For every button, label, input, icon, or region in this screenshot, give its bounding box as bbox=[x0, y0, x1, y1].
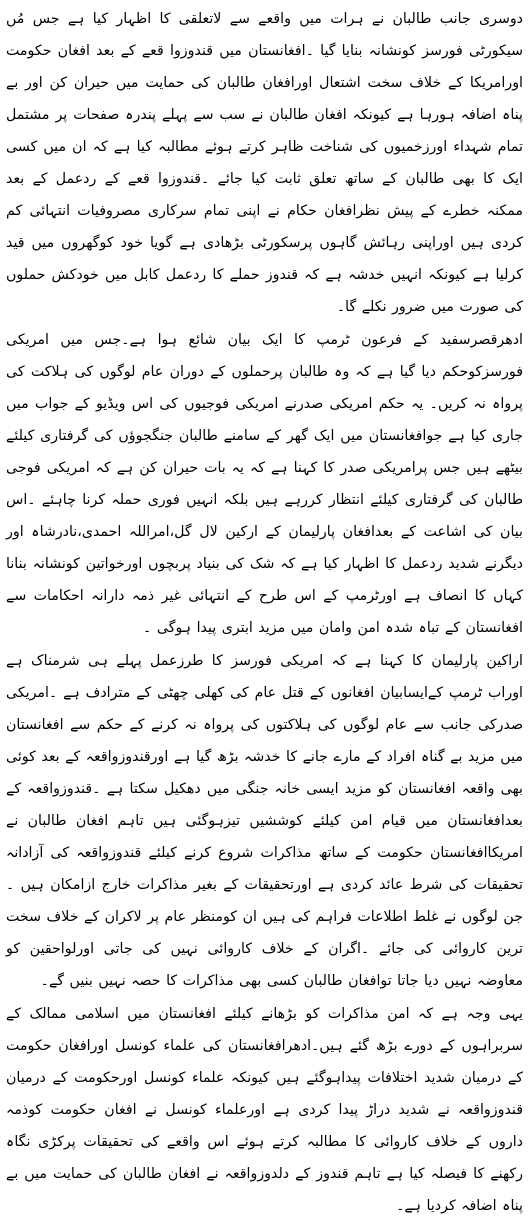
article-paragraph: دوسری جانب طالبان نے ہرات میں واقعے سے لاتعلقی کا اظہار کیا ہے جس مُں سیکورٹی فورسز کونشانہ بنایا گیا ۔افغانستان میں قندوزوا قعے کے بعد افغان حکومت اورامریکا کے خلاف سخت اشتعال اورافغان طالبان کی حمایت میں حیران کن اور بے پناہ اضافہ ہورہا ہے کیونکہ افغان طالبان نے سب سے پہلے پندرہ صفحات پر مشتمل تمام شہداء اورزخمیوں کی شناخت ظاہر کرتے ہوئے مطالبہ کیا ہے کہ ان میں کسی ایک کا بھی طالبان کے ساتھ تعلق ثابت کیا جائے ۔قندوزوا قعے کے ردعمل کے بعد ممکنہ خطرے کے پیش نظرافغان حکام نے اپنی تمام سرکاری مصروفیات انتہائی کم کردی ہیں اوراپنی رہائش گاہوں پرسکورٹی بڑھادی ہے گویا خود کوگھروں میں قید کرلیا ہے کیونکہ انہیں خدشہ ہے کہ قندوز حملے کا ردعمل کابل میں خودکش حملوں کی صورت میں ضرور نکلے گا۔ bbox=[6, 11, 523, 315]
article-paragraph: اراکین پارلیمان کا کہنا ہے کہ امریکی فورسز کا طرزعمل پہلے ہی شرمناک ہے اوراب ٹرمپ کےایسابیان افغانوں کے قتل عام کی کھلی چھٹی کے مترادف ہے ۔امریکی صدرکی جانب سے عام لوگوں کی ہلاکتوں کی پرواہ نہ کرنے کے حکم سے افغانستان میں مزید بے گناہ افراد کے مارے جانے کا خدشہ بڑھ گیا ہے اورقندوزواقعہ کے بعد کوئی بھی واقعہ افغانستان کو مزید ایسی خانہ جنگی میں دھکیل سکتا ہے ۔قندوزواقعہ کے بعدافغانستان میں قیام امن کیلئے کوششیں تیزہوگئی ہیں تاہم افغان طالبان نے امریکاافغانستان حکومت کے ساتھ مذاکرات شروع کرنے کیلئے قندوزواقعہ کی آزادانہ تحقیقات کی شرط عائد کردی ہے اورتحقیقات کے بغیر مذاکرات خارج ازامکان ہیں ۔جن لوگوں نے غلط اطلاعات فراہم کی ہیں ان کومنظر عام پر لاکران کے خلاف سخت ترین کاروائی کی جائے ۔اگران کے خلاف کاروائی نہیں کی جاتی اورلواحقین کو معاوضہ نہیں دیا جاتا توافغان طالبان کسی بھی مذاکرات کا حصہ نہیں بنیں گے۔ bbox=[6, 653, 523, 989]
article-paragraph: ادھرقصرسفید کے فرعون ٹرمپ کا ایک بیان شائع ہوا ہے۔جس میں امریکی فورسزکوحکم دیا گیا ہے کہ وہ طالبان پرحملوں کے دوران عام لوگوں کی ہلاکت کی پرواہ نہ کریں۔ یہ حکم امریکی صدرنے امریکی فوجیوں کی اس ویڈیو کے جواب میں جاری کیا ہے جوافغانستان میں ایک گھر کے سامنے طالبان جنگجوؤں کی گرفتاری کیلئے بیٹھے ہیں جس پرامریکی صدر کا کہنا ہے کہ یہ بات حیران کن ہے کہ امریکی فوجی طالبان کی گرفتاری کیلئے انتظار کررہے ہیں بلکہ انہیں فوری حملہ کرنا چاہئے ۔اس بیان کی اشاعت کے بعدافغان پارلیمان کے ارکین لال گل،امراللہ احمدی،نادرشاہ اور دیگرنے شدید ردعمل کا اظہار کیا ہے کہ شک کی بنیاد پربچوں اورخواتین کونشانہ بنانا کہاں کا انصاف ہے اورٹرمپ کے اس طرح کے انتہائی غیر ذمہ دارانہ احکامات سے افغانستان کے تباہ شدہ امن وامان میں مزید ابتری پیدا ہوگی ۔ bbox=[6, 332, 523, 636]
article-paragraph: یہی وجہ ہے کہ امن مذاکرات کو بڑھانے کیلئے افغانستان میں اسلامی ممالک کے سربراہوں کے دورے بڑھ گئے ہیں۔ادھرافغانستان کی علماء کونسل اورافغان حکومت کے درمیان شدید اختلافات پیداہوگئے ہیں کیونکہ علماء کونسل اورحکومت کے درمیان قندوزواقعہ نے شدید دراڑ پیدا کردی ہے اورعلماء کونسل نے افغان حکومت کوذمہ داروں کے خلاف کاروائی کا مطالبہ کرتے ہوئے اس واقعے کی تحقیقات پرکڑی نگاہ رکھنے کا فیصلہ کیا ہے تاہم قندوز کے دلدوزواقعہ نے افغان طالبان کی حمایت میں بے پناہ اضافہ کردیا ہے۔ bbox=[6, 1006, 523, 1214]
